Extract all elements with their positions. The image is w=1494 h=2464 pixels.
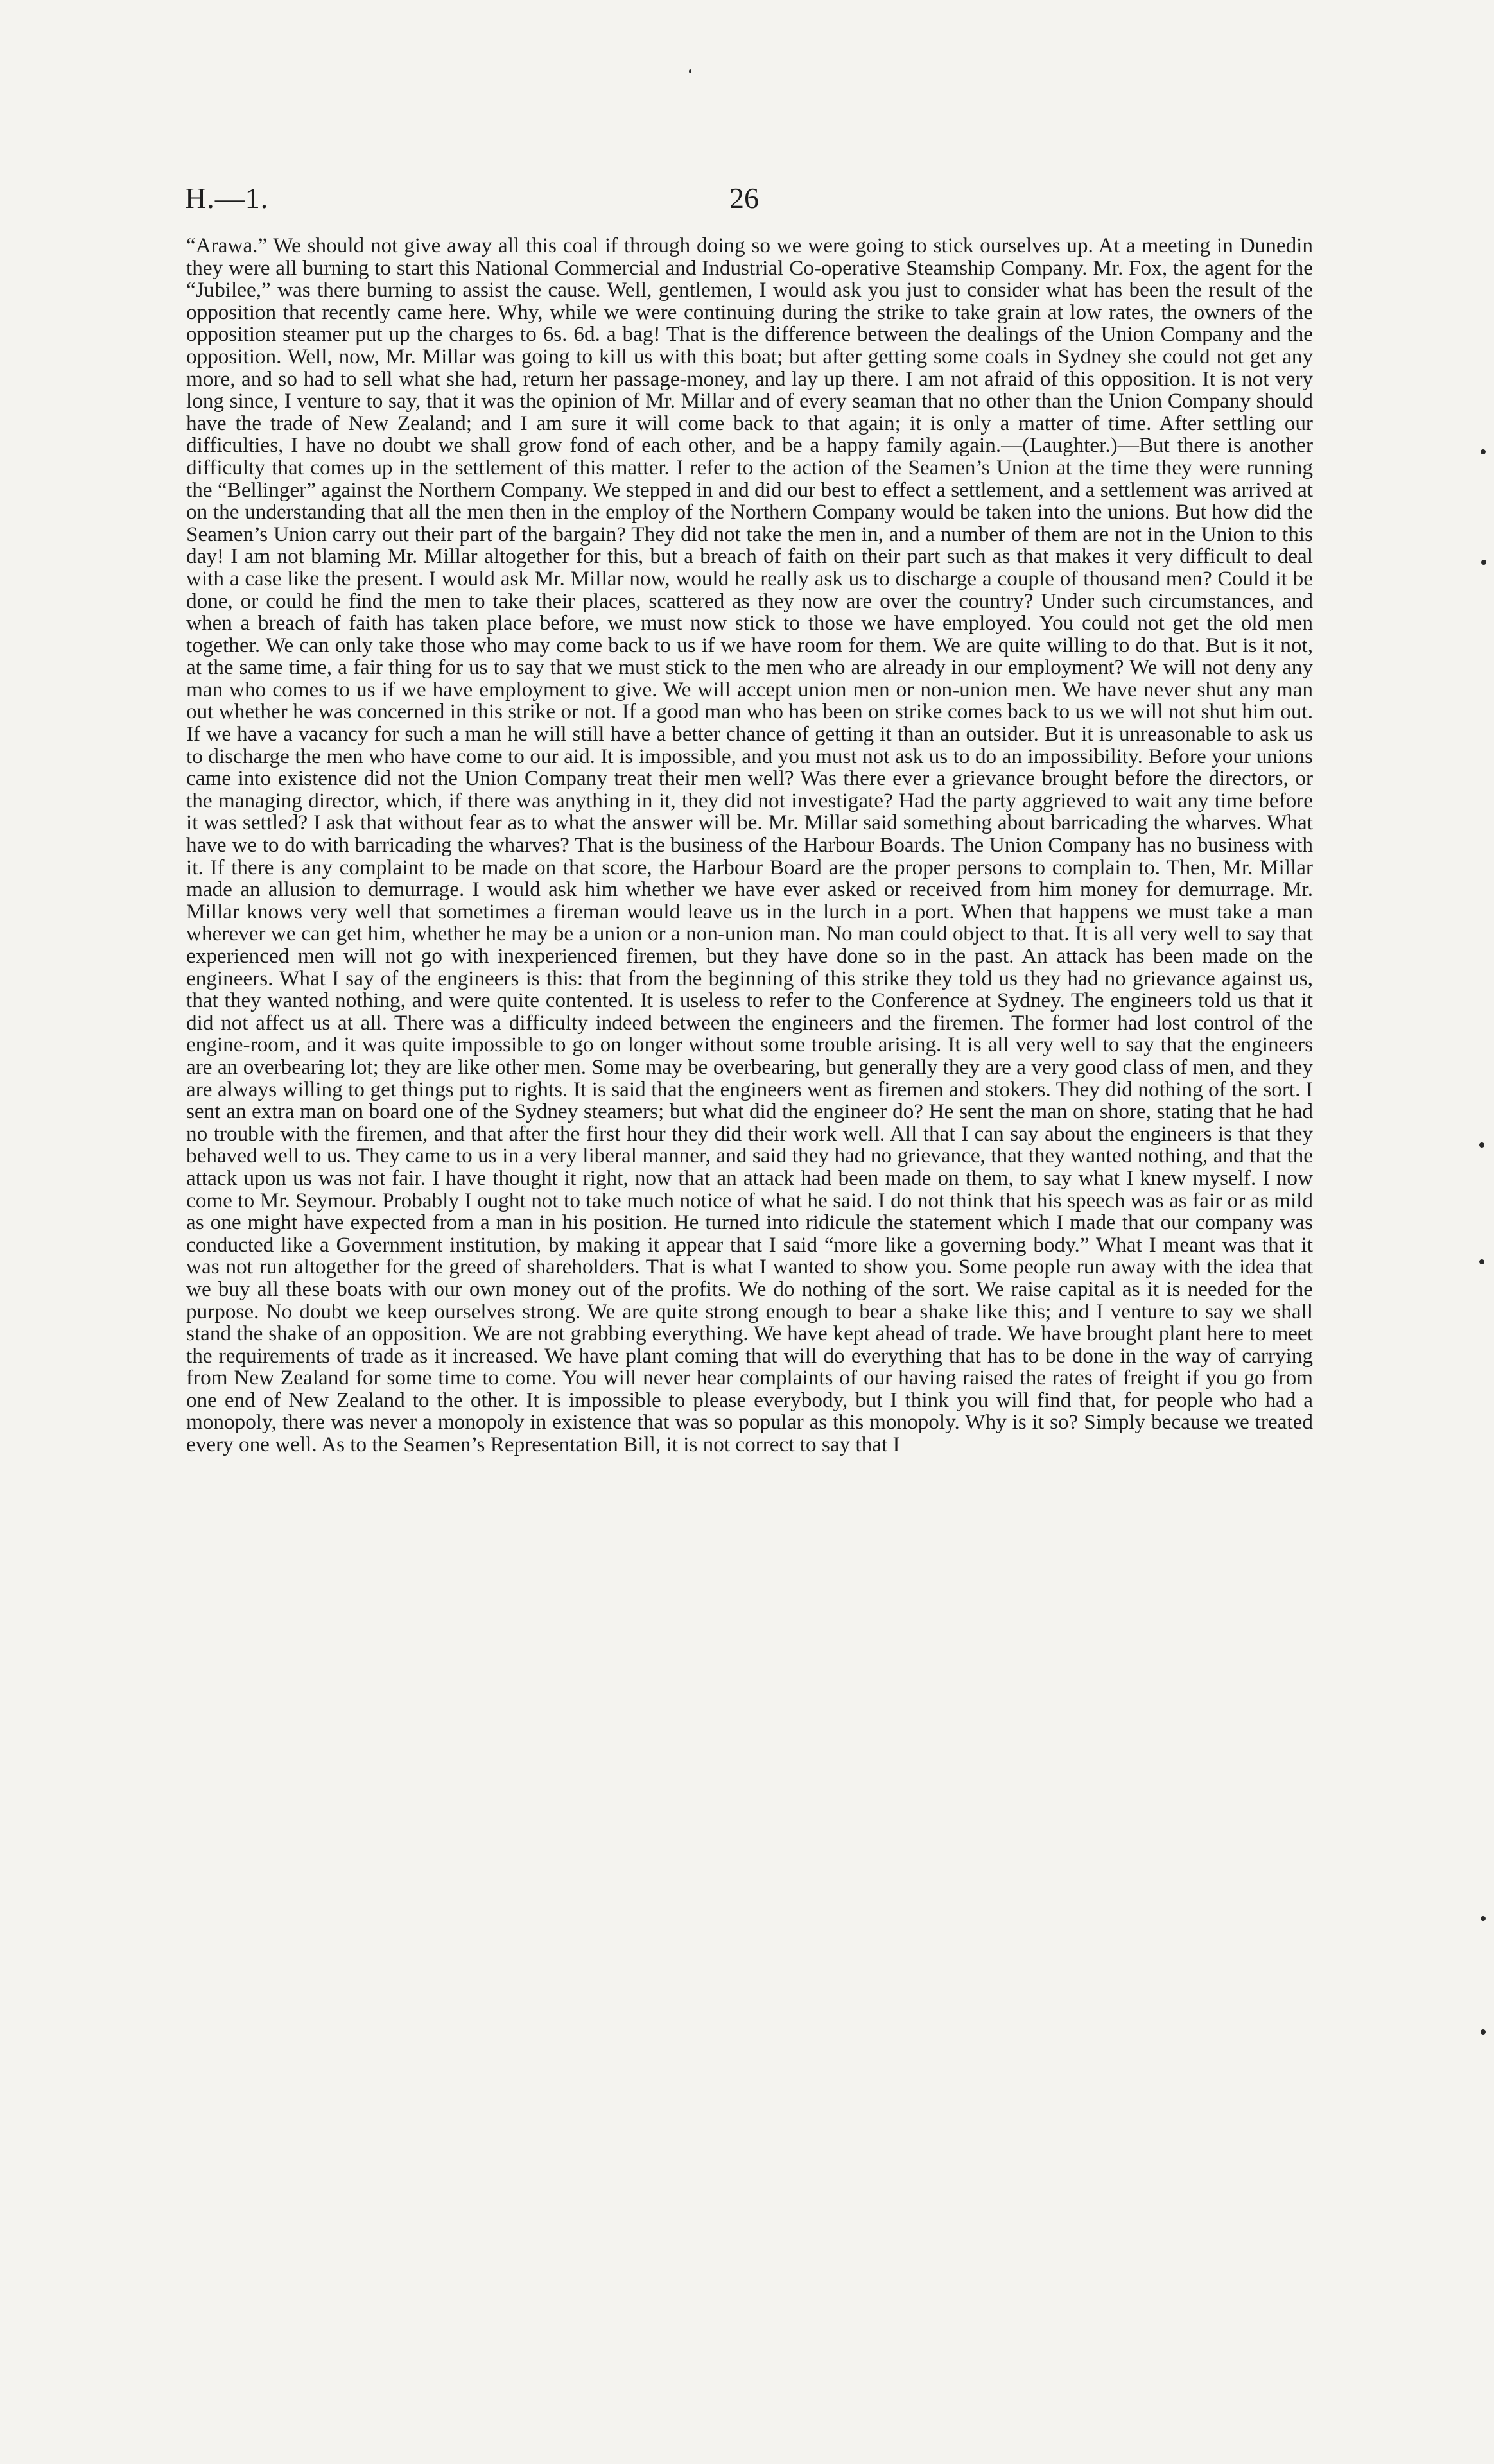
margin-mark	[1481, 449, 1486, 454]
margin-mark	[1481, 1916, 1486, 1921]
page-header	[185, 181, 1315, 226]
margin-mark	[1481, 2029, 1486, 2035]
page-number: 26	[729, 182, 759, 214]
margin-mark	[1479, 1142, 1484, 1148]
document-reference: H.—1.	[185, 182, 269, 214]
margin-mark	[1479, 1259, 1484, 1264]
margin-mark	[689, 69, 691, 73]
body-paragraph: “Arawa.” We should not give away all this coal if through doing so we were going to stick ourselves up. At a meeting in Dunedin they were all burning to start this National Commercial and Industrial Co-operative Steamship Company. Mr. Fox, the agent for the “Jubilee,” was there burning to assist the cause. Well, gentlemen, I would ask you just to consider what has been the result of the opposition that recently came here. Why, while we were continuing during the strike to take grain at low rates, the owners of the opposition steamer put up the charges to 6s. 6d. a bag! That is the difference between the dealings of the Union Company and the opposition. Well, now, Mr. Millar was going to kill us with this boat; but after getting some coals in Sydney she could not get any more, and so had to sell what she had, return her passage-money, and lay up there. I am not afraid of this opposition. It is not very long since, I venture to say, that it was the opinion of Mr. Millar and of every seaman that no other than the Union Company should have the trade of New Zealand; and I am sure it will come back to that again; it is only a matter of time. After settling our difficulties, I have no doubt we shall grow fond of each other, and be a happy family again.—(Laughter.)—But there is another difficulty that comes up in the settlement of this matter. I refer to the action of the Seamen’s Union at the time they were running the “Bellinger” against the Northern Company. We stepped in and did our best to effect a settlement, and a settlement was arrived at on the understanding that all the men then in the employ of the Northern Company would be taken into the unions. But how did the Seamen’s Union carry out their part of the bargain? They did not take the men in, and a number of them are not in the Union to this day! I am not blaming Mr. Millar altogether for this, but a breach of faith on their part such as that makes it very difficult to deal with a case like the present. I would ask Mr. Millar now, would he really ask us to discharge a couple of thousand men? Could it be done, or could he find the men to take their places, scattered as they now are over the country? Under such circumstances, and when a breach of faith has taken place before, we must now stick to those we have employed. You could not get the old men together. We can only take those who may come back to us if we have room for them. We are quite willing to do that. But is it not, at the same time, a fair thing for us to say that we must stick to the men who are already in our employment? We will not deny any man who comes to us if we have employment to give. We will accept union men or non-union men. We have never shut any man out whether he was concerned in this strike or not. If a good man who has been on strike comes back to us we will not shut him out. If we have a vacancy for such a man he will still have a better chance of getting it than an outsider. But it is unreasonable to ask us to discharge the men who have come to our aid. It is impossible, and you must not ask us to do an impossibility. Before your unions came into existence did not the Union Company treat their men well? Was there ever a grievance brought before the directors, or the managing director, which, if there was anything in it, they did not investigate? Had the party aggrieved to wait any time before it was settled? I ask that without fear as to what the answer will be. Mr. Millar said something about barricading the wharves. What have we to do with barricading the wharves? That is the business of the Harbour Boards. The Union Company has no business with it. If there is any complaint to be made on that score, the Harbour Board are the proper persons to complain to. Then, Mr. Millar made an allusion to demurrage. I would ask him whether we have ever asked or received from him money for demurrage. Mr. Millar knows very well that sometimes a fireman would leave us in the lurch in a port. When that happens we must take a man wherever we can get him, whether he may be a union or a non-union man. No man could object to that. It is all very well to say that experienced men will not go with inexperienced firemen, but they have done so in the past. An attack has been made on the engineers. What I say of the engineers is this: that from the beginning of this strike they told us they had no grievance against us, that they wanted nothing, and were quite contented. It is useless to refer to the Conference at Sydney. The engineers told us that it did not affect us at all. There was a difficulty indeed between the engineers and the firemen. The former had lost control of the engine-room, and it was quite impossible to go on longer without some trouble arising. It is all very well to say that the engineers are an overbearing lot; they are like other men. Some may be overbearing, but generally they are a very good class of men, and they are always willing to get things put to rights. It is said that the engineers went as firemen and stokers. They did nothing of the sort. I sent an extra man on board one of the Sydney steamers; but what did the engineer do? He sent the man on shore, stating that he had no trouble with the firemen, and that after the first hour they did their work well. All that I can say about the engineers is that they behaved well to us. They came to us in a very liberal manner, and said they had no grievance, that they wanted nothing, and that the attack upon us was not fair. I have thought it right, now that an attack had been made on them, to say what I knew myself. I now come to Mr. Seymour. Probably I ought not to take much notice of what he said. I do not think that his speech was as fair or as mild as one might have expected from a man in his position. He turned into ridicule the statement which I made that our company was conducted like a Government institution, by making it appear that I said “more like a governing body.” What I meant was that it was not run altogether for the greed of shareholders. That is what I wanted to show you. Some people run away with the idea that we buy all these boats with our own money out of the profits. We do nothing of the sort. We raise capital as it is needed for the purpose. No doubt we keep ourselves strong. We are quite strong enough to bear a shake like this; and I venture to say we shall stand the shake of an opposition. We are not grabbing everything. We have kept ahead of trade. We have brought plant here to meet the requirements of trade as it increased. We have plant coming that will do everything that has to be done in the way of carrying from New Zealand for some time to come. You will never hear complaints of our having raised the rates of freight if you go from one end of New Zealand to the other. It is impossible to please everybody, but I think you will find that, for people who had a monopoly, there was never a monopoly in existence that was so popular as this monopoly. Why is it so? Simply because we treated every one well. As to the Seamen’s Representation Bill, it is not correct to say that I	[186, 234, 1313, 1457]
margin-mark	[1481, 560, 1486, 565]
